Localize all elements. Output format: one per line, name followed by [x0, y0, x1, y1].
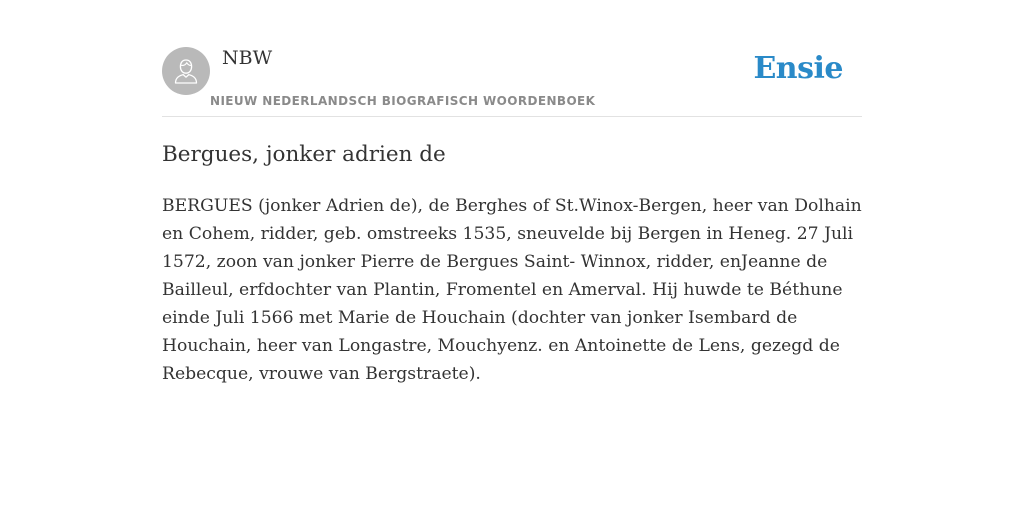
user-silhouette-icon	[171, 56, 201, 86]
source-avatar[interactable]	[162, 47, 210, 95]
article-body: BERGUES (jonker Adrien de), de Berghes of St.Winox-Bergen, heer van Dolhain en Cohem, ridder, geb. omstreeks 1535, sneuvelde bij Bergen in Heneg. 27 Juli 1572, zoon van jonker Pierre de Bergues Saint- Winnox, ridder, enJeanne de Bailleul, erfdochter van Plantin, Fromentel en Amerval. Hij huwde te Béthune einde Juli 1566 met Marie de Houchain (dochter van jonker Isembard de Houchain, heer van Longastre, Mouchyenz. en Antoinette de Lens, gezegd de Rebecque, vrouwe van Bergstraete).	[162, 196, 862, 384]
source-name[interactable]: NBW	[222, 47, 273, 69]
source-subtitle: NIEUW NEDERLANDSCH BIOGRAFISCH WOORDENBOEK	[210, 94, 596, 108]
ensie-logo-link[interactable]: Ensie	[753, 51, 843, 86]
article-title: Bergues, jonker adrien de	[162, 142, 446, 167]
source-header	[162, 46, 862, 117]
